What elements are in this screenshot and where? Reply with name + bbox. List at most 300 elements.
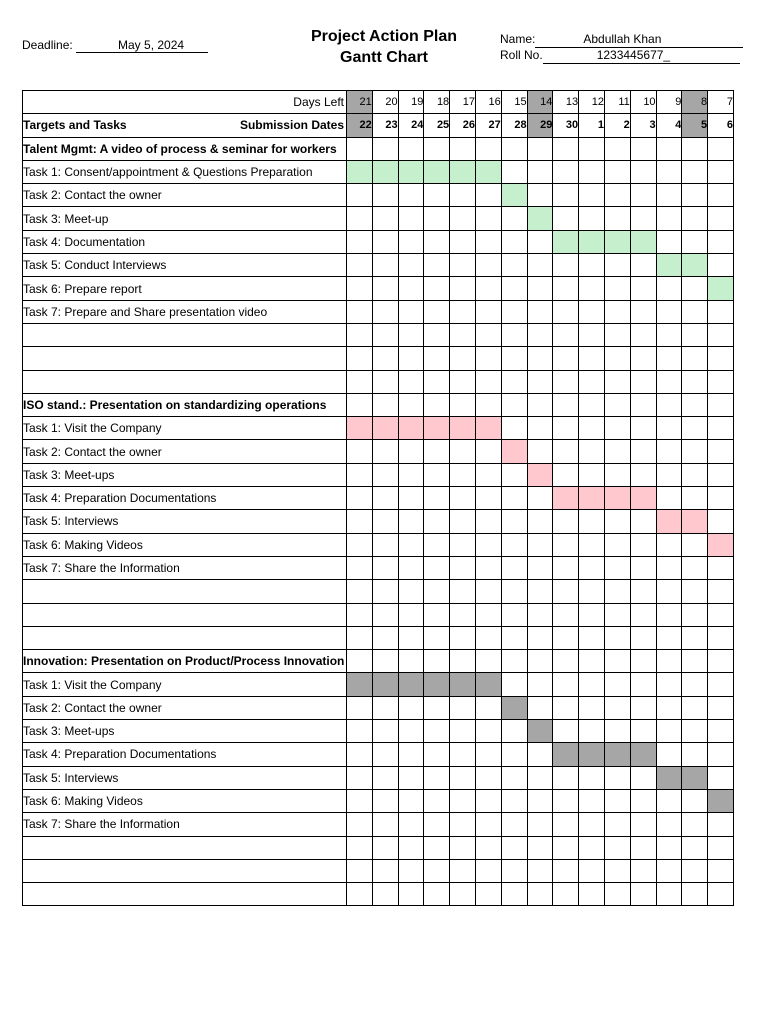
task-label <box>23 836 347 859</box>
gantt-cell <box>450 440 476 463</box>
gantt-cell <box>579 137 605 160</box>
gantt-cell <box>604 650 630 673</box>
task-row <box>23 533 734 556</box>
gantt-cell <box>372 766 398 789</box>
gantt-cell <box>424 137 450 160</box>
submission-date-cell: 25 <box>424 114 450 137</box>
gantt-bar-cell <box>708 789 734 812</box>
gantt-cell <box>630 254 656 277</box>
gantt-bar-cell <box>682 510 708 533</box>
gantt-cell <box>398 720 424 743</box>
gantt-cell <box>347 463 373 486</box>
task-row <box>23 836 734 859</box>
gantt-cell <box>604 720 630 743</box>
task-label <box>23 883 347 906</box>
gantt-cell <box>501 556 527 579</box>
gantt-cell <box>501 393 527 416</box>
gantt-cell <box>347 556 373 579</box>
gantt-cell <box>424 277 450 300</box>
gantt-cell <box>398 813 424 836</box>
gantt-cell <box>527 277 553 300</box>
gantt-cell <box>372 743 398 766</box>
days-left-cell: 20 <box>372 91 398 114</box>
gantt-cell <box>682 207 708 230</box>
task-row <box>23 463 734 486</box>
gantt-cell <box>372 347 398 370</box>
gantt-cell <box>347 720 373 743</box>
gantt-cell <box>656 883 682 906</box>
gantt-cell <box>475 743 501 766</box>
days-left-cell: 17 <box>450 91 476 114</box>
gantt-cell <box>527 626 553 649</box>
gantt-cell <box>424 720 450 743</box>
gantt-cell <box>553 440 579 463</box>
gantt-cell <box>450 533 476 556</box>
task-row <box>23 696 734 719</box>
gantt-cell <box>450 277 476 300</box>
gantt-cell <box>347 743 373 766</box>
gantt-cell <box>372 137 398 160</box>
gantt-cell <box>527 393 553 416</box>
task-row <box>23 254 734 277</box>
gantt-cell <box>604 277 630 300</box>
task-row <box>23 277 734 300</box>
gantt-cell <box>682 859 708 882</box>
gantt-cell <box>604 789 630 812</box>
gantt-bar-cell <box>630 230 656 253</box>
gantt-cell <box>682 580 708 603</box>
gantt-cell <box>553 883 579 906</box>
gantt-cell <box>630 510 656 533</box>
gantt-bar-cell <box>604 743 630 766</box>
gantt-cell <box>656 720 682 743</box>
task-label: Task 2: Contact the owner <box>23 440 347 463</box>
gantt-cell <box>424 766 450 789</box>
gantt-cell <box>398 836 424 859</box>
name-value: Abdullah Khan <box>535 32 743 48</box>
gantt-cell <box>450 603 476 626</box>
gantt-cell <box>656 556 682 579</box>
gantt-cell <box>630 440 656 463</box>
task-label <box>23 347 347 370</box>
gantt-cell <box>656 813 682 836</box>
gantt-cell <box>708 160 734 183</box>
gantt-bar-cell <box>424 160 450 183</box>
gantt-cell <box>604 254 630 277</box>
gantt-cell <box>501 603 527 626</box>
gantt-cell <box>656 277 682 300</box>
gantt-cell <box>604 347 630 370</box>
gantt-cell <box>604 533 630 556</box>
task-label: Task 7: Share the Information <box>23 813 347 836</box>
gantt-cell <box>450 230 476 253</box>
task-label: Task 6: Making Videos <box>23 789 347 812</box>
targets-label: Targets and Tasks <box>23 118 127 133</box>
gantt-cell <box>708 463 734 486</box>
task-label: Task 3: Meet-up <box>23 207 347 230</box>
gantt-cell <box>501 673 527 696</box>
gantt-cell <box>372 510 398 533</box>
gantt-bar-cell <box>682 766 708 789</box>
gantt-cell <box>682 673 708 696</box>
gantt-cell <box>347 300 373 323</box>
gantt-cell <box>708 417 734 440</box>
deadline-value: May 5, 2024 <box>76 38 208 53</box>
gantt-cell <box>656 370 682 393</box>
gantt-cell <box>398 883 424 906</box>
gantt-cell <box>475 254 501 277</box>
gantt-cell <box>553 254 579 277</box>
gantt-cell <box>708 300 734 323</box>
gantt-cell <box>527 673 553 696</box>
gantt-cell <box>579 184 605 207</box>
gantt-cell <box>501 370 527 393</box>
gantt-cell <box>501 207 527 230</box>
gantt-cell <box>579 673 605 696</box>
submission-date-cell: 2 <box>604 114 630 137</box>
gantt-cell <box>656 789 682 812</box>
gantt-cell <box>656 650 682 673</box>
gantt-cell <box>553 696 579 719</box>
gantt-bar-cell <box>372 673 398 696</box>
gantt-bar-cell <box>708 533 734 556</box>
gantt-cell <box>579 859 605 882</box>
task-label: Task 2: Contact the owner <box>23 696 347 719</box>
gantt-cell <box>450 370 476 393</box>
gantt-cell <box>579 650 605 673</box>
gantt-cell <box>347 230 373 253</box>
gantt-cell <box>579 347 605 370</box>
gantt-cell <box>527 743 553 766</box>
gantt-cell <box>372 300 398 323</box>
gantt-cell <box>527 696 553 719</box>
gantt-cell <box>630 859 656 882</box>
gantt-cell <box>475 277 501 300</box>
submission-date-cell: 27 <box>475 114 501 137</box>
gantt-cell <box>579 323 605 346</box>
gantt-cell <box>372 393 398 416</box>
task-row <box>23 440 734 463</box>
gantt-bar-cell <box>450 673 476 696</box>
gantt-cell <box>398 533 424 556</box>
gantt-cell <box>398 580 424 603</box>
gantt-cell <box>604 859 630 882</box>
gantt-cell <box>475 487 501 510</box>
gantt-bar-cell <box>501 184 527 207</box>
task-row <box>23 417 734 440</box>
task-label: Task 1: Visit the Company <box>23 417 347 440</box>
task-label <box>23 323 347 346</box>
gantt-cell <box>630 137 656 160</box>
gantt-cell <box>682 650 708 673</box>
gantt-cell <box>682 347 708 370</box>
gantt-cell <box>475 533 501 556</box>
gantt-cell <box>682 184 708 207</box>
gantt-bar-cell <box>708 277 734 300</box>
gantt-cell <box>527 789 553 812</box>
gantt-cell <box>682 417 708 440</box>
gantt-cell <box>708 254 734 277</box>
gantt-cell <box>656 487 682 510</box>
gantt-cell <box>708 230 734 253</box>
gantt-cell <box>656 836 682 859</box>
gantt-cell <box>398 300 424 323</box>
gantt-cell <box>527 813 553 836</box>
gantt-cell <box>682 230 708 253</box>
task-row <box>23 370 734 393</box>
gantt-cell <box>527 440 553 463</box>
gantt-cell <box>656 463 682 486</box>
gantt-cell <box>579 440 605 463</box>
gantt-cell <box>475 789 501 812</box>
gantt-cell <box>604 556 630 579</box>
gantt-cell <box>450 650 476 673</box>
gantt-cell <box>475 463 501 486</box>
deadline <box>22 38 208 53</box>
gantt-cell <box>424 347 450 370</box>
gantt-cell <box>372 254 398 277</box>
submission-date-cell: 23 <box>372 114 398 137</box>
gantt-cell <box>450 487 476 510</box>
gantt-cell <box>708 650 734 673</box>
task-label: Task 4: Documentation <box>23 230 347 253</box>
gantt-cell <box>682 836 708 859</box>
gantt-cell <box>424 254 450 277</box>
gantt-cell <box>450 510 476 533</box>
gantt-cell <box>708 440 734 463</box>
gantt-cell <box>475 370 501 393</box>
gantt-cell <box>450 836 476 859</box>
gantt-cell <box>630 277 656 300</box>
gantt-cell <box>708 137 734 160</box>
gantt-bar-cell <box>347 673 373 696</box>
task-row <box>23 323 734 346</box>
task-row <box>23 789 734 812</box>
gantt-cell <box>579 789 605 812</box>
gantt-cell <box>372 789 398 812</box>
gantt-cell <box>450 766 476 789</box>
gantt-cell <box>553 393 579 416</box>
gantt-cell <box>475 347 501 370</box>
gantt-cell <box>398 277 424 300</box>
task-row <box>23 556 734 579</box>
gantt-cell <box>501 859 527 882</box>
gantt-cell <box>579 160 605 183</box>
gantt-cell <box>501 417 527 440</box>
gantt-cell <box>372 277 398 300</box>
gantt-cell <box>450 580 476 603</box>
gantt-cell <box>630 323 656 346</box>
gantt-cell <box>579 696 605 719</box>
submission-date-cell: 4 <box>656 114 682 137</box>
task-label: Task 5: Interviews <box>23 510 347 533</box>
gantt-cell <box>347 859 373 882</box>
title-line-1: Project Action Plan <box>310 28 458 45</box>
gantt-cell <box>553 533 579 556</box>
gantt-cell <box>398 487 424 510</box>
gantt-cell <box>630 417 656 440</box>
gantt-cell <box>579 626 605 649</box>
gantt-cell <box>527 323 553 346</box>
task-label: Task 6: Making Videos <box>23 533 347 556</box>
submission-date-cell: 3 <box>630 114 656 137</box>
task-row <box>23 813 734 836</box>
roll-value: 1233445677_ <box>543 48 740 64</box>
gantt-cell <box>682 277 708 300</box>
gantt-cell <box>501 720 527 743</box>
gantt-cell <box>475 300 501 323</box>
days-left-cell: 9 <box>656 91 682 114</box>
gantt-cell <box>372 696 398 719</box>
gantt-cell <box>347 137 373 160</box>
days-left-cell: 8 <box>682 91 708 114</box>
gantt-cell <box>347 347 373 370</box>
gantt-cell <box>347 533 373 556</box>
gantt-cell <box>475 813 501 836</box>
gantt-cell <box>450 347 476 370</box>
gantt-cell <box>527 533 553 556</box>
gantt-cell <box>656 859 682 882</box>
days-left-cell: 21 <box>347 91 373 114</box>
gantt-bar-cell <box>553 230 579 253</box>
gantt-cell <box>424 230 450 253</box>
gantt-cell <box>527 766 553 789</box>
task-row <box>23 859 734 882</box>
gantt-cell <box>604 883 630 906</box>
gantt-cell <box>347 650 373 673</box>
gantt-cell <box>630 463 656 486</box>
gantt-cell <box>553 603 579 626</box>
gantt-cell <box>501 650 527 673</box>
submission-date-cell: 1 <box>579 114 605 137</box>
gantt-cell <box>372 556 398 579</box>
gantt-bar-cell <box>424 673 450 696</box>
gantt-cell <box>501 743 527 766</box>
gantt-cell <box>630 720 656 743</box>
gantt-cell <box>398 650 424 673</box>
gantt-cell <box>656 533 682 556</box>
gantt-cell <box>398 137 424 160</box>
gantt-cell <box>475 650 501 673</box>
gantt-cell <box>656 230 682 253</box>
gantt-cell <box>372 836 398 859</box>
gantt-cell <box>424 859 450 882</box>
gantt-cell <box>579 720 605 743</box>
gantt-cell <box>527 347 553 370</box>
gantt-cell <box>579 207 605 230</box>
gantt-cell <box>682 720 708 743</box>
gantt-cell <box>372 463 398 486</box>
submission-date-cell: 30 <box>553 114 579 137</box>
days-left-cell: 10 <box>630 91 656 114</box>
gantt-cell <box>708 883 734 906</box>
gantt-cell <box>553 836 579 859</box>
gantt-cell <box>372 580 398 603</box>
gantt-cell <box>656 347 682 370</box>
submission-date-cell: 6 <box>708 114 734 137</box>
gantt-cell <box>604 323 630 346</box>
gantt-cell <box>398 463 424 486</box>
gantt-cell <box>656 300 682 323</box>
gantt-cell <box>604 184 630 207</box>
gantt-bar-cell <box>682 254 708 277</box>
gantt-cell <box>579 463 605 486</box>
gantt-cell <box>604 300 630 323</box>
gantt-cell <box>475 137 501 160</box>
gantt-cell <box>347 580 373 603</box>
page-title <box>270 26 498 68</box>
task-label: Task 2: Contact the owner <box>23 184 347 207</box>
gantt-cell <box>708 323 734 346</box>
gantt-cell <box>347 440 373 463</box>
task-label: Task 4: Preparation Documentations <box>23 487 347 510</box>
days-left-cell: 12 <box>579 91 605 114</box>
days-left-label: Days Left <box>293 95 344 110</box>
gantt-cell <box>579 510 605 533</box>
section-row <box>23 393 734 416</box>
task-label: Task 1: Consent/appointment & Questions Preparation <box>23 160 347 183</box>
gantt-cell <box>708 696 734 719</box>
gantt-cell <box>398 626 424 649</box>
task-row <box>23 673 734 696</box>
gantt-cell <box>398 207 424 230</box>
gantt-cell <box>475 696 501 719</box>
gantt-cell <box>450 859 476 882</box>
gantt-bar-cell <box>424 417 450 440</box>
gantt-cell <box>708 673 734 696</box>
gantt-cell <box>553 766 579 789</box>
gantt-cell <box>579 533 605 556</box>
section-label: Talent Mgmt: A video of process & seminar for workers <box>23 137 347 160</box>
gantt-cell <box>372 207 398 230</box>
gantt-cell <box>501 323 527 346</box>
gantt-cell <box>630 883 656 906</box>
gantt-cell <box>424 813 450 836</box>
gantt-cell <box>424 883 450 906</box>
gantt-cell <box>475 556 501 579</box>
days-left-cell: 11 <box>604 91 630 114</box>
gantt-cell <box>372 440 398 463</box>
days-left-cell: 16 <box>475 91 501 114</box>
gantt-cell <box>553 813 579 836</box>
gantt-bar-cell <box>527 207 553 230</box>
roll-label: Roll No. <box>500 48 543 62</box>
gantt-cell <box>630 650 656 673</box>
gantt-cell <box>604 137 630 160</box>
gantt-cell <box>604 463 630 486</box>
gantt-cell <box>347 626 373 649</box>
gantt-cell <box>501 813 527 836</box>
gantt-cell <box>553 789 579 812</box>
gantt-cell <box>553 650 579 673</box>
gantt-cell <box>682 626 708 649</box>
gantt-cell <box>553 510 579 533</box>
gantt-cell <box>579 370 605 393</box>
gantt-bar-cell <box>656 510 682 533</box>
task-row <box>23 510 734 533</box>
gantt-cell <box>553 626 579 649</box>
gantt-cell <box>656 160 682 183</box>
section-label: Innovation: Presentation on Product/Process Innovation <box>23 650 347 673</box>
gantt-cell <box>424 533 450 556</box>
gantt-bar-cell <box>347 417 373 440</box>
section-row <box>23 650 734 673</box>
gantt-cell <box>501 254 527 277</box>
gantt-cell <box>475 393 501 416</box>
gantt-cell <box>475 766 501 789</box>
task-label: Task 5: Interviews <box>23 766 347 789</box>
gantt-cell <box>579 393 605 416</box>
